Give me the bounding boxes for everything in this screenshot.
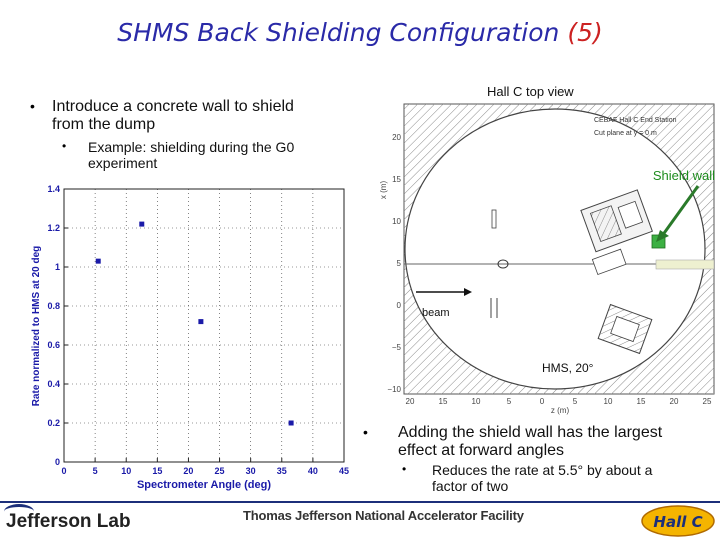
hall-y-tick: −10 (387, 385, 401, 394)
bullet-left-1-sub (88, 139, 294, 171)
chart-x-tick-label: 20 (183, 466, 194, 476)
chart-y-tick-label: 0.4 (47, 379, 60, 389)
bullet-left-1-line2: from the dump (52, 116, 156, 133)
chart-x-tick-label: 25 (214, 466, 225, 476)
hall-x-tick: 0 (539, 397, 545, 406)
bullet-right-1 (398, 424, 662, 460)
chart-points (96, 222, 294, 426)
bullet-left-1-sub-line2: experiment (88, 155, 158, 171)
hall-x-tick: 10 (471, 397, 481, 406)
chart-x-tick-label: 15 (152, 466, 163, 476)
hall-x-tick: 5 (572, 397, 578, 406)
chart-point (289, 421, 294, 426)
bullet-marker: • (363, 424, 368, 440)
hall-c-y-ticks (387, 133, 401, 394)
chart-x-tick-label: 0 (61, 466, 67, 476)
sub-bullet-marker: • (62, 139, 67, 153)
chart-y-tick-label: 1 (54, 262, 60, 272)
chart-x-tick-label: 40 (307, 466, 318, 476)
chart-x-axis-label: Spectrometer Angle (deg) (136, 479, 272, 491)
sub-bullet-marker: • (402, 462, 407, 476)
chart-y-tick-label: 0 (54, 457, 60, 467)
hall-x-tick: 15 (636, 397, 646, 406)
slide-title-number: (5) (567, 18, 603, 47)
chart-y-tick-label: 0.6 (47, 340, 60, 350)
bullet-left-1-sub-line1: Example: shielding during the G0 (88, 139, 295, 155)
hall-x-tick: 20 (669, 397, 679, 406)
chart-grid (64, 189, 344, 462)
slide-title (0, 18, 720, 47)
hall-c-y-axis-label: x (m) (379, 180, 388, 200)
hall-c-x-ticks (406, 397, 712, 406)
chart-y-tick-label: 1.2 (47, 223, 60, 233)
chart-x-tick-label: 45 (338, 466, 350, 476)
footer-rule (0, 501, 720, 503)
chart-frame (64, 189, 344, 462)
bullet-left-1-line1: Introduce a concrete wall to shield (52, 98, 294, 115)
chart-point (198, 319, 203, 324)
hall-y-tick: 10 (392, 217, 401, 226)
bullet-marker: • (30, 98, 35, 114)
hall-c-diagram (360, 102, 718, 416)
bullet-right-1-sub (432, 462, 652, 494)
hall-c-logo-text: Hall C (653, 513, 703, 531)
hall-y-tick: 15 (392, 175, 401, 184)
hall-c-x-axis-label: z (m) (550, 406, 570, 415)
bullet-right-1-sub-line1: Reduces the rate at 5.5° by about a (432, 462, 653, 478)
hall-y-tick: 5 (396, 259, 401, 268)
hall-y-tick: −5 (391, 343, 401, 352)
slide-title-main: SHMS Back Shielding Configuration (117, 18, 560, 47)
hall-c-view-label: Hall C top view (487, 84, 574, 99)
hall-x-tick: 10 (603, 397, 613, 406)
bullet-right-1-line1: Adding the shield wall has the largest (398, 424, 663, 441)
chart-x-tick-label: 5 (92, 466, 98, 476)
chart-x-tick-label: 35 (276, 466, 287, 476)
chart-x-tick-label: 30 (245, 466, 256, 476)
jefferson-lab-logo: Jefferson Lab (6, 511, 131, 532)
hall-c-inset-caption-1: CEBAF Hall C End Station (594, 117, 677, 124)
hall-x-tick: 15 (438, 397, 448, 406)
dump-tunnel (656, 260, 714, 269)
chart-point (96, 259, 101, 264)
shield-wall-label: Shield wall (652, 168, 715, 183)
bullet-right-1-sub-line2: factor of two (432, 478, 509, 494)
footer-org-name: Thomas Jefferson National Accelerator Facility (243, 508, 524, 523)
hms-label: HMS, 20° (542, 361, 594, 375)
chart-y-tick-label: 0.2 (47, 418, 60, 428)
rate-chart (28, 178, 358, 493)
chart-y-tick-label: 1.4 (47, 184, 60, 194)
chart-x-tick-label: 10 (121, 466, 132, 476)
hall-x-tick: 25 (702, 397, 712, 406)
beam-label: beam (422, 307, 450, 319)
hall-c-inset-caption-2: Cut plane at y = 0 m (594, 130, 657, 137)
hall-c-logo (640, 504, 716, 538)
bullet-right-1-line2: effect at forward angles (398, 442, 565, 459)
hall-y-tick: 0 (396, 301, 401, 310)
chart-y-axis-label: Rate normalized to HMS at 20 deg (31, 245, 42, 407)
bullet-left-1 (52, 98, 294, 134)
hall-x-tick: 5 (506, 397, 512, 406)
hall-y-tick: 20 (392, 133, 401, 142)
chart-y-tick-label: 0.8 (47, 301, 60, 311)
chart-point (139, 222, 144, 227)
hall-x-tick: 20 (405, 397, 415, 406)
